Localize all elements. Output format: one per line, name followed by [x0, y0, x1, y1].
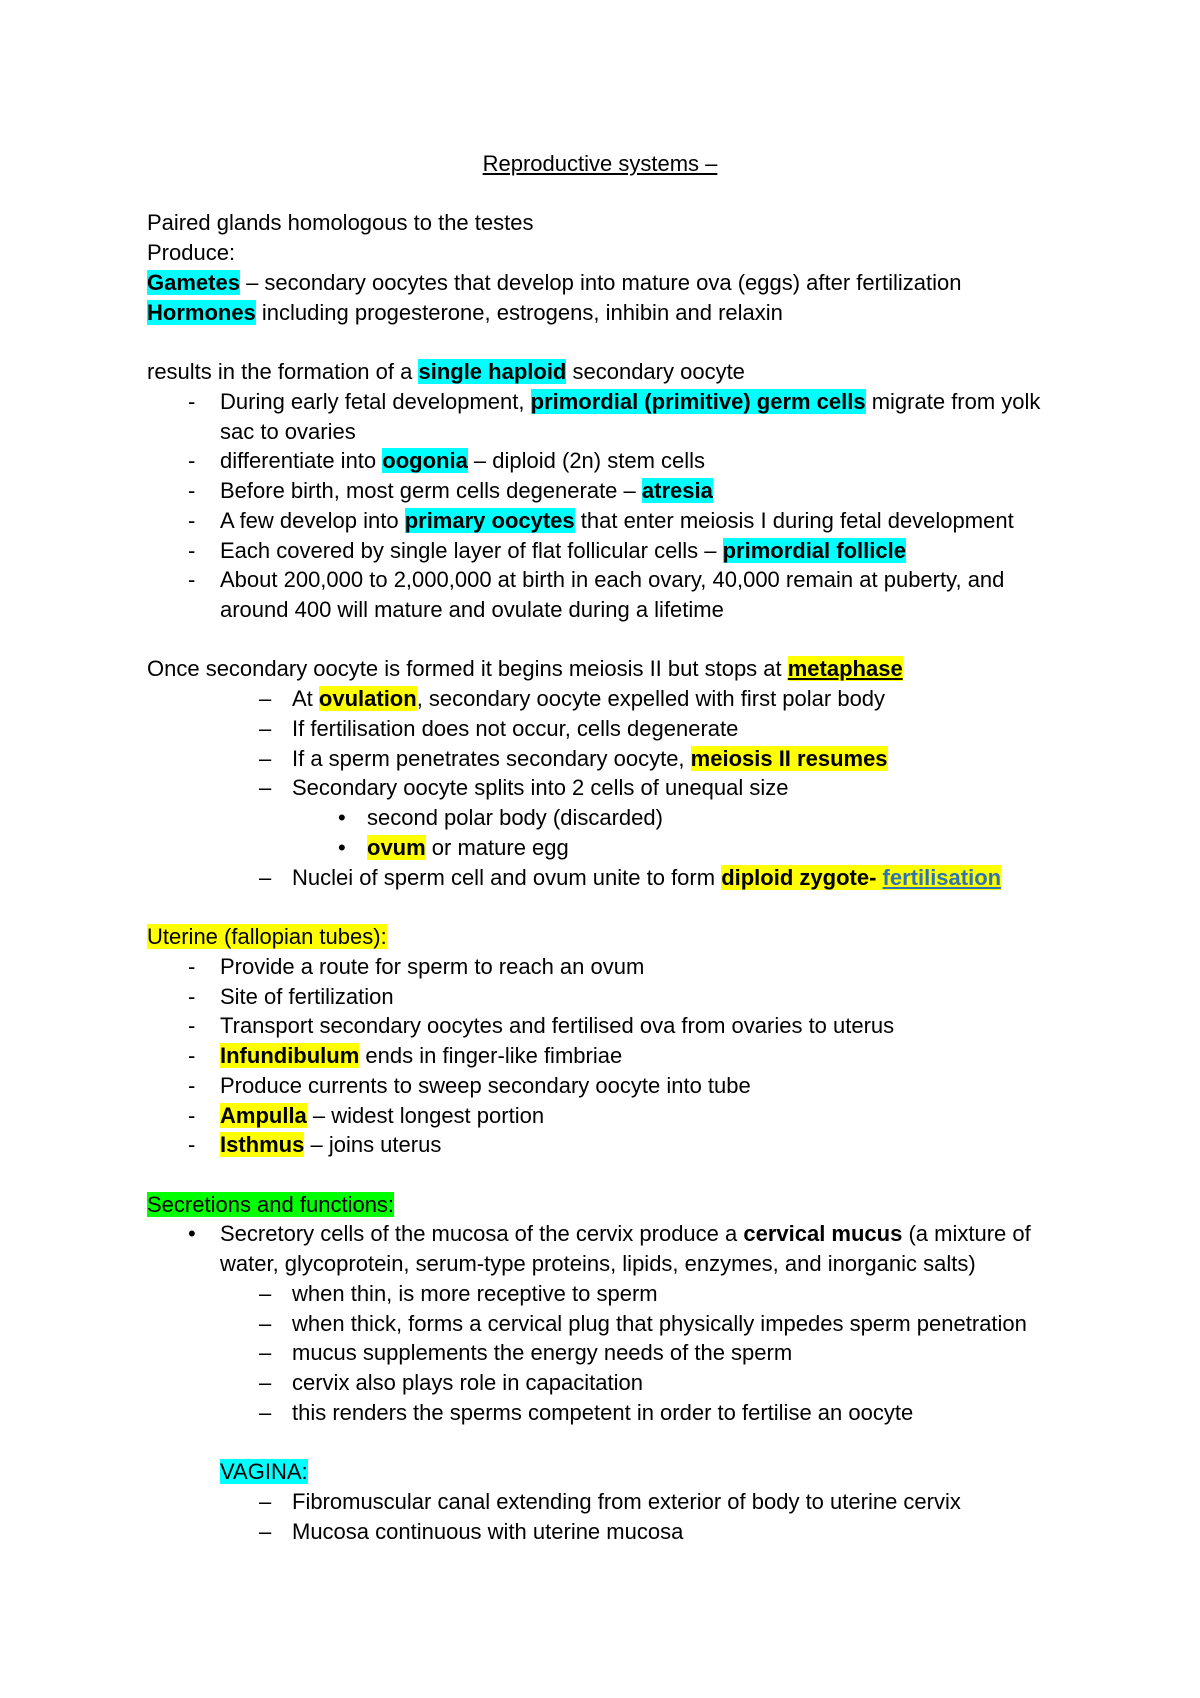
meiosis-point — [0, 714, 1200, 744]
lead-text: Once secondary oocyte is formed it begins meiosis II but stops at — [147, 656, 788, 682]
cervix-point — [0, 1368, 1200, 1398]
gametes-line — [0, 268, 1200, 298]
cervix-point — [0, 1279, 1200, 1309]
oogenesis-lead — [0, 357, 1200, 387]
list-dash: - — [188, 507, 196, 533]
list-en-dash: – — [259, 1399, 272, 1425]
list-en-dash: – — [259, 1370, 272, 1396]
gametes-term: Gametes — [147, 269, 240, 295]
highlighted-term: Infundibulum — [220, 1043, 360, 1069]
point-text: A few develop into — [220, 507, 405, 533]
highlighted-term: primary oocytes — [404, 507, 575, 533]
highlighted-term: metaphase — [787, 656, 903, 682]
highlighted-term: atresia — [641, 478, 713, 504]
point-text: Secondary oocyte splits into 2 cells of unequal size — [292, 775, 789, 801]
list-dash: - — [188, 1013, 196, 1039]
list-dash: - — [188, 478, 196, 504]
subpoint-text: or mature egg — [425, 834, 569, 860]
meiosis-point — [0, 744, 1200, 774]
point-text: migrate from yolk — [865, 388, 1041, 414]
list-en-dash: – — [259, 715, 272, 741]
list-dash: - — [188, 388, 196, 414]
section-heading: Uterine (fallopian tubes): — [147, 924, 387, 950]
point-text: Fibromuscular canal extending from exterior of body to uterine cervix — [292, 1489, 961, 1515]
vagina-point — [0, 1487, 1200, 1517]
secretions-heading — [0, 1190, 1200, 1220]
list-dash: - — [188, 1043, 196, 1069]
list-en-dash: – — [259, 745, 272, 771]
point-text: when thick, forms a cervical plug that physically impedes sperm penetration — [292, 1310, 1027, 1336]
fallopian-point — [0, 1130, 1200, 1160]
point-text: If fertilisation does not occur, cells degenerate — [292, 715, 739, 741]
highlighted-term: single haploid — [418, 359, 567, 385]
highlighted-term: Isthmus — [220, 1132, 305, 1158]
hormones-term: Hormones — [147, 299, 256, 325]
meiosis-point — [0, 863, 1200, 893]
list-en-dash: – — [259, 1310, 272, 1336]
point-text: – joins uterus — [304, 1132, 442, 1158]
highlighted-term: ovum — [367, 834, 426, 860]
fallopian-point — [0, 1011, 1200, 1041]
cervix-bullet — [0, 1219, 1200, 1249]
meiosis-lead — [0, 654, 1200, 684]
meiosis-point — [0, 773, 1200, 803]
point-text: – widest longest portion — [306, 1102, 545, 1128]
fallopian-point — [0, 1101, 1200, 1131]
cervix-point — [0, 1398, 1200, 1428]
list-dash: - — [188, 953, 196, 979]
vagina-point — [0, 1517, 1200, 1547]
oogenesis-point — [0, 506, 1200, 536]
list-en-dash: – — [259, 1489, 272, 1515]
blank-line — [0, 179, 1200, 209]
list-dash: - — [188, 1102, 196, 1128]
point-text: Produce currents to sweep secondary oocyte into tube — [220, 1072, 751, 1098]
oogenesis-point — [0, 565, 1200, 595]
subpoint-text: second polar body (discarded) — [367, 805, 663, 831]
oogenesis-point — [0, 476, 1200, 506]
point-text: Site of fertilization — [220, 983, 394, 1009]
fallopian-point — [0, 982, 1200, 1012]
point-text: During early fetal development, — [220, 388, 531, 414]
cervix-point — [0, 1309, 1200, 1339]
meiosis-point — [0, 684, 1200, 714]
list-dash: - — [188, 567, 196, 593]
oogenesis-point — [0, 536, 1200, 566]
point-text: , secondary oocyte expelled with first polar body — [416, 686, 886, 712]
oogenesis-point-continued: sac to ovaries — [220, 418, 356, 444]
list-en-dash: – — [259, 775, 272, 801]
highlighted-term: primordial (primitive) germ cells — [530, 388, 866, 414]
oogenesis-point-continued: around 400 will mature and ovulate during a lifetime — [220, 597, 724, 623]
meiosis-subpoint — [0, 803, 1200, 833]
point-text: At — [292, 686, 319, 712]
list-dash: - — [188, 537, 196, 563]
lead-text: results in the formation of a — [147, 359, 419, 385]
section-heading: Secretions and functions: — [147, 1191, 395, 1217]
blank-line — [0, 1428, 1200, 1458]
ovary-intro: Paired glands homologous to the testes — [147, 210, 534, 236]
point-text: mucus supplements the energy needs of the sperm — [292, 1340, 793, 1366]
point-text: (a mixture of — [902, 1221, 1031, 1247]
document-body — [0, 149, 1200, 1547]
fallopian-point — [0, 1071, 1200, 1101]
point-text: Mucosa continuous with uterine mucosa — [292, 1518, 684, 1544]
blank-line — [0, 1160, 1200, 1190]
point-text: Secretory cells of the mucosa of the cervix produce a — [220, 1221, 744, 1247]
fallopian-heading — [0, 922, 1200, 952]
list-bullet: • — [338, 834, 346, 860]
point-text: ends in finger-like fimbriae — [359, 1043, 623, 1069]
highlighted-term: meiosis II resumes — [690, 745, 888, 771]
highlighted-term: oogonia — [382, 448, 468, 474]
list-dash: - — [188, 448, 196, 474]
section-heading: VAGINA: — [220, 1459, 308, 1485]
highlighted-term: ovulation — [318, 686, 417, 712]
point-text: Nuclei of sperm cell and ovum unite to form — [292, 864, 722, 890]
title-text: Reproductive systems – — [482, 151, 718, 176]
blank-line — [0, 892, 1200, 922]
list-dash: - — [188, 983, 196, 1009]
produce-label: Produce: — [147, 240, 236, 266]
point-text: About 200,000 to 2,000,000 at birth in each ovary, 40,000 remain at puberty, and — [220, 567, 1005, 593]
list-dash: - — [188, 1132, 196, 1158]
lead-text: secondary oocyte — [566, 359, 745, 385]
list-en-dash: – — [259, 864, 272, 890]
point-text: that enter meiosis I during fetal development — [574, 507, 1014, 533]
list-bullet: • — [188, 1221, 196, 1247]
list-en-dash: – — [259, 1280, 272, 1306]
meiosis-subpoint — [0, 833, 1200, 863]
list-dash: - — [188, 1072, 196, 1098]
blank-line — [0, 327, 1200, 357]
point-text: Transport secondary oocytes and fertilised ova from ovaries to uterus — [220, 1013, 895, 1039]
point-text: Provide a route for sperm to reach an ovum — [220, 953, 645, 979]
point-text: cervix also plays role in capacitation — [292, 1370, 643, 1396]
point-text: Each covered by single layer of flat follicular cells – — [220, 537, 723, 563]
point-text: Before birth, most germ cells degenerate – — [220, 478, 642, 504]
cervix-point — [0, 1338, 1200, 1368]
list-en-dash: – — [259, 1518, 272, 1544]
point-text: – diploid (2n) stem cells — [467, 448, 706, 474]
point-text: differentiate into — [220, 448, 383, 474]
bold-term: cervical mucus — [743, 1221, 903, 1247]
highlighted-term: primordial follicle — [722, 537, 906, 563]
fallopian-point — [0, 1041, 1200, 1071]
list-en-dash: – — [259, 686, 272, 712]
highlighted-term: Ampulla — [220, 1102, 307, 1128]
vagina-heading — [0, 1457, 1200, 1487]
list-en-dash: – — [259, 1340, 272, 1366]
fallopian-point — [0, 952, 1200, 982]
point-text: this renders the sperms competent in order to fertilise an oocyte — [292, 1399, 914, 1425]
hormones-line — [0, 298, 1200, 328]
gametes-description: – secondary oocytes that develop into mature ova (eggs) after fertilization — [239, 269, 962, 295]
point-text: when thin, is more receptive to sperm — [292, 1280, 658, 1306]
cervix-bullet-continued: water, glycoprotein, serum-type proteins, lipids, enzymes, and inorganic salts) — [220, 1251, 976, 1277]
list-bullet: • — [338, 805, 346, 831]
point-text: If a sperm penetrates secondary oocyte, — [292, 745, 691, 771]
highlighted-term: diploid zygote- — [721, 864, 883, 890]
document-title — [0, 149, 1200, 179]
blank-line — [0, 625, 1200, 655]
hormones-description: including progesterone, estrogens, inhibin and relaxin — [255, 299, 783, 325]
fertilisation-link[interactable]: fertilisation — [882, 864, 1002, 890]
oogenesis-point — [0, 387, 1200, 417]
oogenesis-point — [0, 446, 1200, 476]
